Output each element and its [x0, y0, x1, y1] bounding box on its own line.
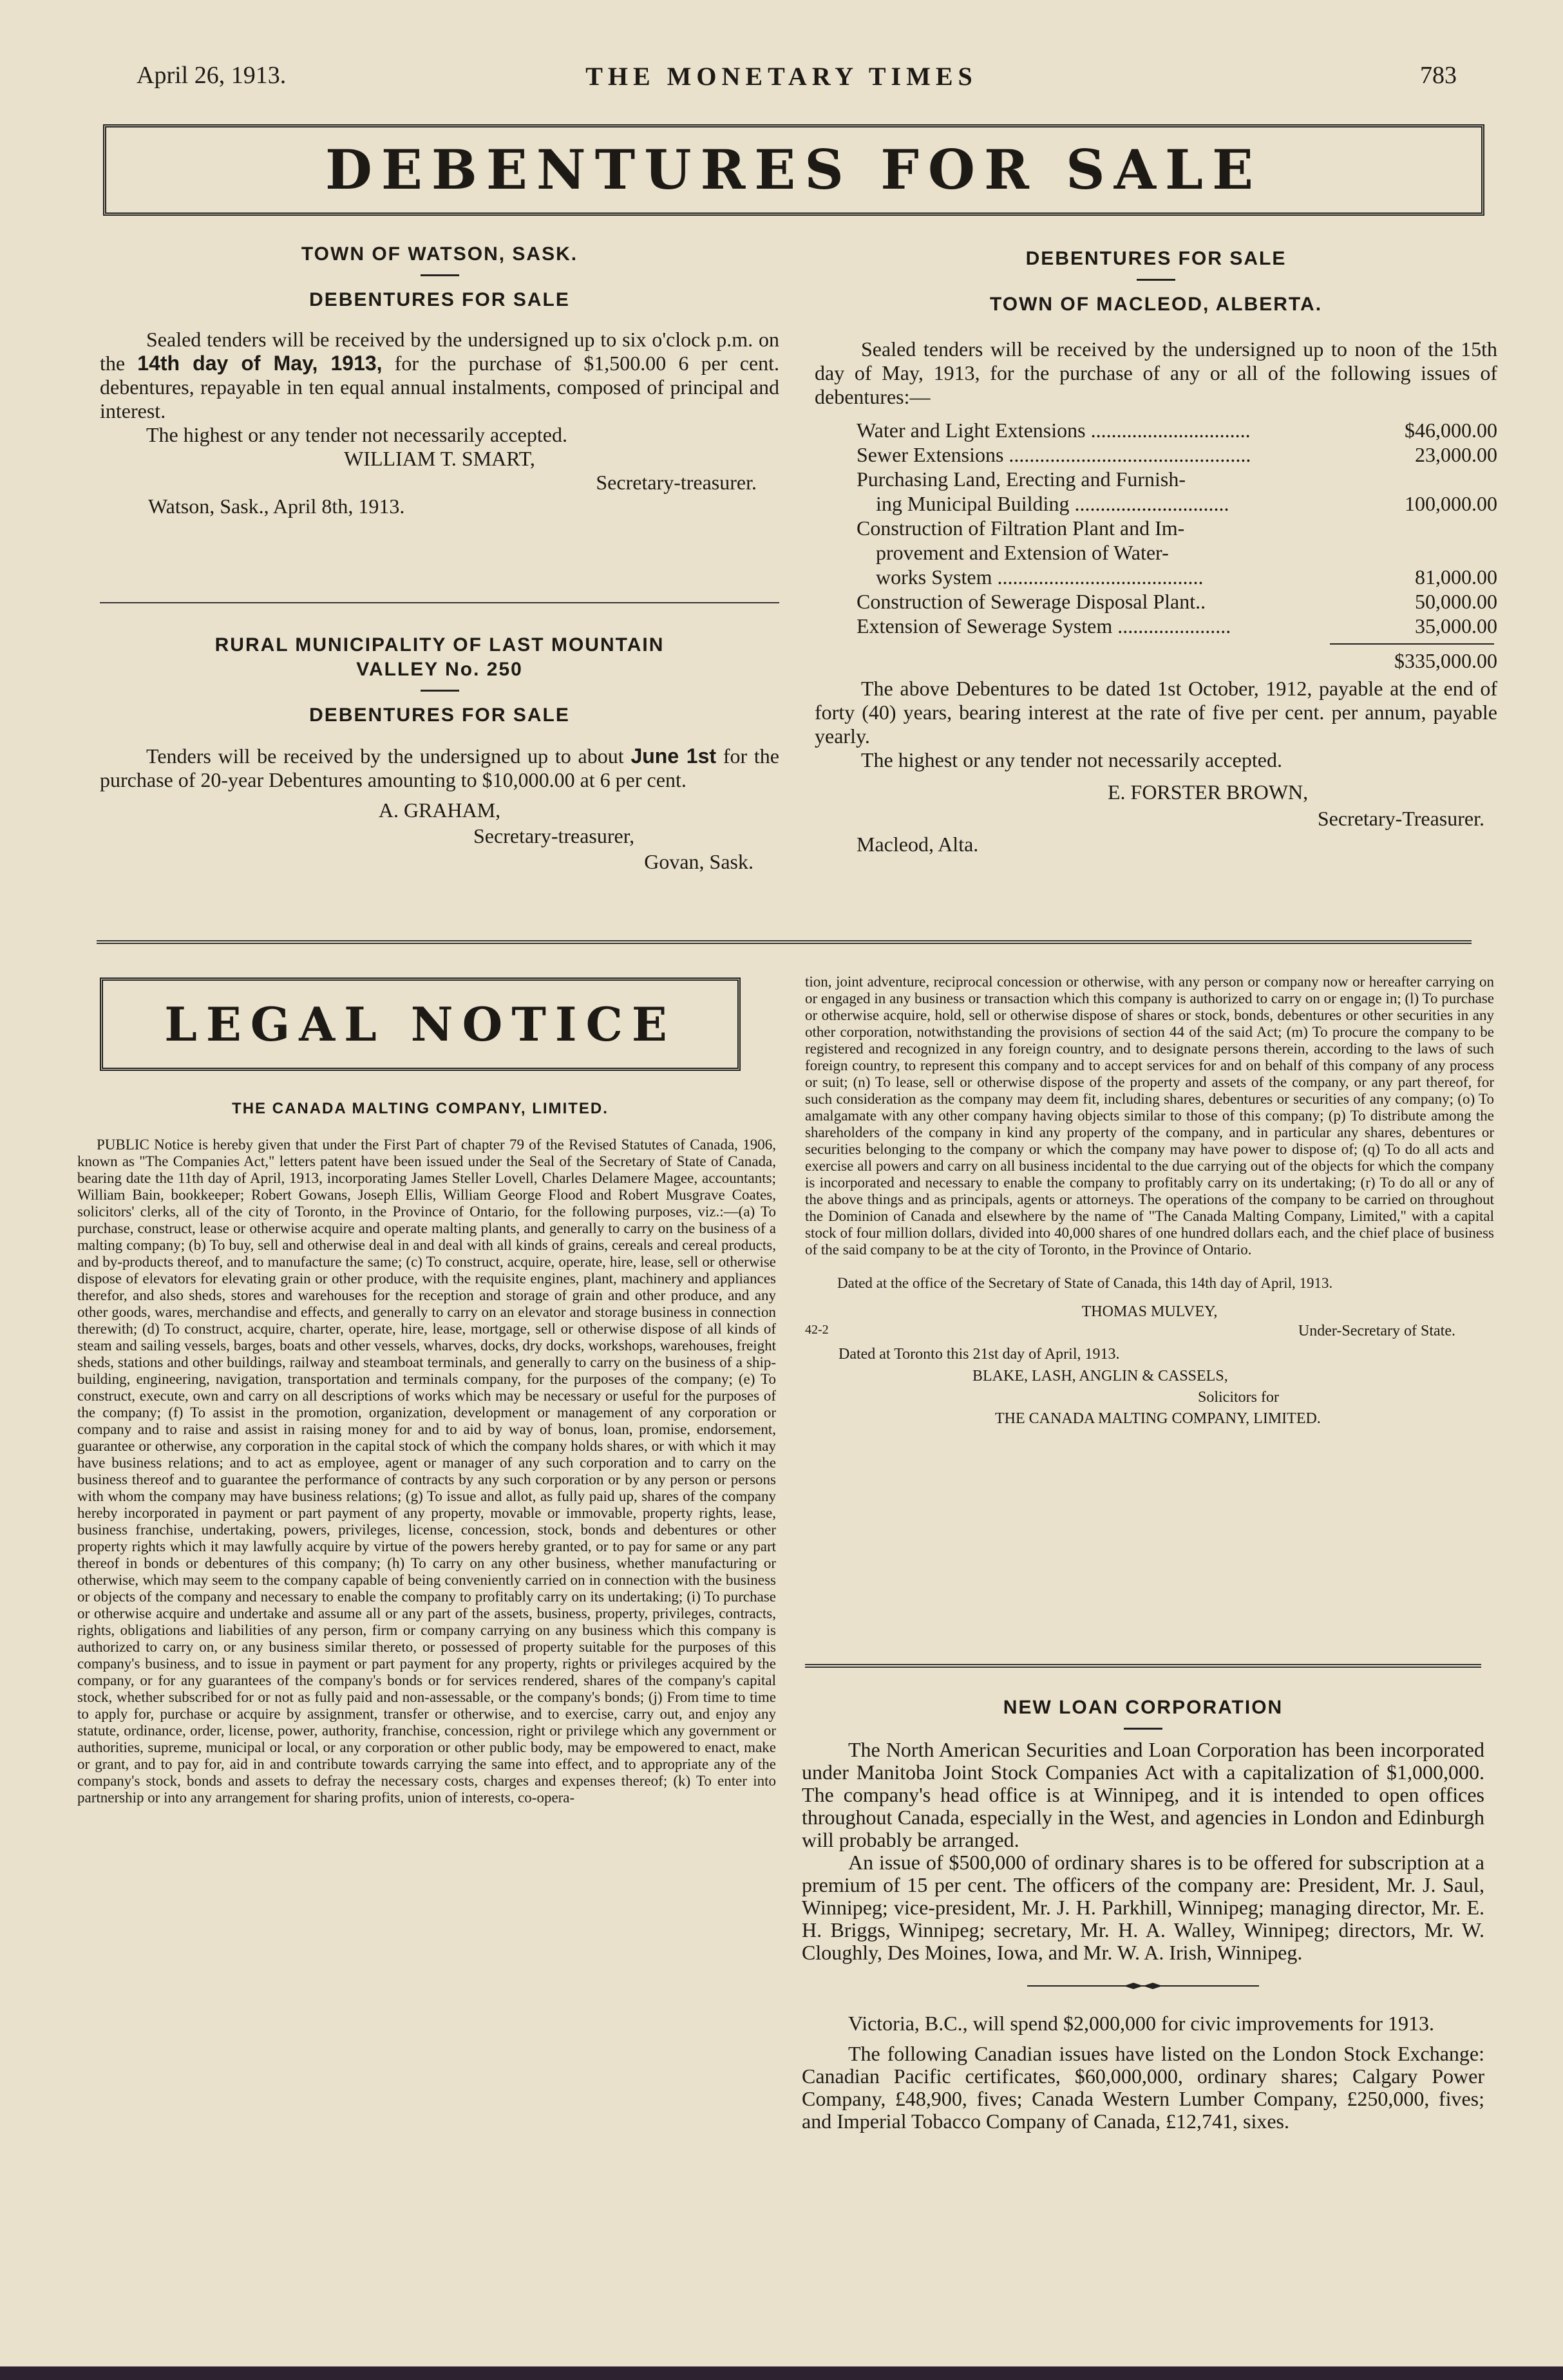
macleod-item-amount: 50,000.00	[1415, 590, 1497, 613]
last-mountain-notice	[100, 634, 779, 874]
page-number: 783	[1420, 62, 1457, 89]
last-mountain-signer-title: Secretary-treasurer,	[473, 824, 635, 847]
macleod-signer: E. FORSTER BROWN,	[1108, 780, 1309, 804]
macleod-total: $335,000.00	[1394, 649, 1497, 672]
new-loan-para1: The North American Securities and Loan Corporation has been incorporated under Manitoba Joint Stock Companies Act with a capitalization of $1,000,000. The company's head office is at Winnipeg, and it is intended to open offices throughout Canada, especially in the West, and agencies in London and Edinburgh will probably be arranged.	[802, 1738, 1484, 1851]
watson-signer-title: Secretary-treasurer.	[596, 471, 757, 494]
last-mountain-heading-2: VALLEY No. 250	[356, 659, 523, 680]
legal-body-text-1: PUBLIC Notice is hereby given that under the First Part of chapter 79 of the Revised Statutes of Canada, 1906, known as "The Companies Act," letters patent have been issued under the Seal of the Secretary of State of Canada, bearing date the 11th day of April, 1913, incorporating James Steller Lovell, Charles Delamere Magee, accountants; William Bain, bookkeeper; Robert Gowans, Joseph Ellis, William George Flood and Robert Musgrave Coates, solicitors' clerks, all of the city of Toronto, in the Province of Ontario, for the following purposes, viz.:—(a) To purchase, construct, lease or otherwise acquire and operate malting plants, and generally to carry on the business of a malting company; (b) To buy, sell and otherwise deal in and deal with all kinds of grains, cereals and cereal products, and by-products thereof, and to manufacture the same; (c) To construct, acquire, operate, hire, lease, sell or otherwise dispose of elevators for elevating grain or other produce, with the requisite engines, plant, machinery and appliances therefor, and also sheds, stores and warehouses for the reception and storage of grain and other produce, and any other goods, wares, merchandise and effects, and generally to carry on an elevator and storage business in connection therewith; (d) To construct, acquire, charter, operate, hire, lease, mortgage, sell or otherwise dispose of all kinds of steam and sailing vessels, barges, boats and other vessels, wharves, docks, dry docks, workshops, warehouses, freight sheds, stations and other buildings, railway and steamboat terminals, and generally to carry on the business of a ship-building, engineering, navigation, transportation and terminals company, for the purposes of the company; (e) To construct, execute, own and carry on all descriptions of works which may be necessary or useful for the purposes of the company; (f) To assist in the promotion, organization, development or management of any corporation or company and to raise and assist in raising money for and to aid by way of bonus, loan, promise, endorsement, guarantee or otherwise, any corporation in the capital stock of which the company holds shares, or with which it may have business relations; and to act as employee, agent or manager of any such corporation and to carry on the business thereof and to guarantee the performance of contracts by any such corporation or by any person or persons with whom the company may have business relations; (g) To issue and allot, as fully paid up, shares of the company hereby incorporated in payment or part payment of any property, movable or immovable, property rights, lease, business franchise, undertaking, powers, privileges, license, concession, stock, bonds and debentures or other property rights which it may lawfully acquire by virtue of the powers hereby granted, or to pay for same or any part thereof in bonds or debentures of this company; (h) To carry on any other business, whether manufacturing or otherwise, which may seem to the company capable of being conveniently carried on in connection with the business or objects of the company and necessary to enable the company to profitably carry on its undertaking; (i) To purchase or otherwise acquire and undertake and assume all or any part of the assets, business, property, privileges, contracts, rights, obligations and liabilities of any person, firm or company carrying on any business which this company is authorized to carry on, or any business similar thereto, or possessed of property suitable for the purposes of this company's business, and to issue in payment or part payment for any property, rights or privileges acquired by the company, or for any guarantees of the company's bonds or for services rendered, shares of the company's capital stock, whether subscribed for or not as fully paid and non-assessable, or the company's bonds; (j) From time to time to apply for, purchase or acquire by assignment, transfer or otherwise, and to exercise, carry out, and enjoy any statute, ordinance, order, license, power, authority, franchise, concession, right or privilege which any government or authorities, supreme, municipal or local, or any corporation or other public body, may be empowered to enact, make or grant, and to pay for, aid in and contribute towards carrying the same into effect, and to appropriate any of the company's stock, bonds and assets to defray the necessary costs, charges and expenses thereof; (k) To enter into partnership or into any arrangement for sharing profits, union of interests, co-opera-	[77, 1137, 776, 1806]
macleod-item-row	[857, 516, 1497, 540]
legal-code: 42-2	[805, 1323, 829, 1337]
macleod-item-amount: 81,000.00	[1415, 565, 1497, 589]
divider	[1137, 279, 1175, 281]
watson-date-bold: 14th day of May, 1913,	[137, 352, 383, 375]
watson-subheading: DEBENTURES FOR SALE	[309, 289, 570, 310]
macleod-item-row	[857, 565, 1497, 589]
divider	[421, 690, 459, 692]
publication-title: THE MONETARY TIMES	[585, 62, 978, 91]
macleod-item-amount	[1375, 467, 1497, 491]
macleod-para2: The above Debentures to be dated 1st October, 1912, payable at the end of forty (40) years, bearing interest at the rate of five per cent. per annum, payable yearly.	[815, 677, 1497, 748]
ornament-divider	[802, 1979, 1484, 1993]
legal-dated-2: Dated at Toronto this 21st day of April, 1913.	[838, 1346, 1120, 1363]
last-mountain-subheading: DEBENTURES FOR SALE	[309, 704, 570, 726]
macleod-item-label: ing Municipal Building ..............................	[876, 492, 1229, 515]
last-mountain-para	[100, 744, 779, 792]
macleod-item-label: Sewer Extensions ...............................................	[857, 443, 1251, 466]
section-divider	[97, 940, 1472, 944]
last-mountain-signer: A. GRAHAM,	[378, 798, 501, 822]
macleod-item-label: provement and Extension of Water-	[876, 541, 1169, 564]
macleod-item-row	[857, 467, 1497, 491]
macleod-item-label: Extension of Sewerage System ......................	[857, 614, 1231, 638]
victoria-item: Victoria, B.C., will spend $2,000,000 for civic improvements for 1913.	[848, 2012, 1434, 2035]
macleod-item-label: Construction of Sewerage Disposal Plant..	[857, 590, 1206, 613]
watson-dateline: Watson, Sask., April 8th, 1913.	[148, 495, 405, 518]
watson-heading: TOWN OF WATSON, SASK.	[301, 243, 578, 265]
divider	[100, 602, 779, 603]
divider	[805, 1664, 1481, 1668]
last-mountain-date-bold: June 1st	[630, 744, 717, 768]
macleod-subheading: TOWN OF MACLEOD, ALBERTA.	[989, 294, 1323, 315]
legal-body-col1	[77, 1137, 776, 2276]
last-mountain-heading-1: RURAL MUNICIPALITY OF LAST MOUNTAIN	[214, 634, 665, 656]
watson-text-c: for the purchase of $1,500.00 6 per cent. debentures, repayable in ten equal annual instalments, composed of principal and interest.	[100, 352, 780, 422]
legal-notice-banner	[100, 978, 741, 1071]
legal-body-col2	[805, 974, 1494, 1430]
last-mountain-text-a: Tenders will be received by the undersigned up to about	[146, 744, 631, 768]
macleod-item-label: Purchasing Land, Erecting and Furnish-	[857, 468, 1186, 491]
london-issues-item: The following Canadian issues have listed on the London Stock Exchange: Canadian Pacific certificates, $60,000,000, ordinary shares; Calgary Power Company, £48,900, fives; Canada Western Lumber Company, £250,000, fives; and Imperial Tobacco Company of Canada, £12,741, sixes.	[802, 2042, 1484, 2133]
legal-notice-title: LEGAL NOTICE	[164, 997, 676, 1052]
macleod-item-row	[857, 589, 1497, 614]
legal-company: THE CANADA MALTING COMPANY, LIMITED.	[995, 1410, 1321, 1427]
macleod-item-amount: 100,000.00	[1405, 492, 1497, 515]
macleod-item-row	[857, 491, 1497, 516]
legal-signer-title: Under-Secretary of State.	[1298, 1323, 1455, 1339]
new-loan-para2: An issue of $500,000 of ordinary shares is to be offered for subscription at a premium of 15 per cent. The officers of the company are: President, Mr. J. Saul, Winnipeg; vice-president, Mr. J. H. Parkhill, Winnipeg; managing director, Mr. E. H. Briggs, Winnipeg; secretary, Mr. H. A. Walley, Winnipeg; directors, Mr. W. Cloughly, Des Moines, Iowa, and Mr. W. A. Irish, Winnipeg.	[802, 1851, 1484, 1964]
legal-dated-1: Dated at the office of the Secretary of State of Canada, this 14th day of April, 1913.	[837, 1275, 1333, 1291]
macleod-signer-title: Secretary-Treasurer.	[1317, 807, 1484, 830]
macleod-item-label: Construction of Filtration Plant and Im-	[857, 516, 1185, 540]
new-loan-article	[802, 1697, 1484, 2133]
watson-text-a: Sealed tenders will be received by the undersigned up to six o'clock p.m. on the	[100, 328, 779, 375]
macleod-place: Macleod, Alta.	[857, 833, 979, 856]
macleod-item-label: Water and Light Extensions ...............................	[857, 419, 1251, 442]
watson-signer: WILLIAM T. SMART,	[344, 447, 535, 470]
macleod-item-amount	[1375, 540, 1497, 565]
macleod-item-amount	[1375, 516, 1497, 540]
macleod-intro: Sealed tenders will be received by the undersigned up to noon of the 15th day of May, 1913, for the purchase of any or all of the following issues of debentures:—	[815, 337, 1497, 408]
ornament-icon	[1027, 1982, 1259, 1990]
last-mountain-place: Govan, Sask.	[644, 850, 753, 873]
macleod-item-amount: 23,000.00	[1415, 443, 1497, 466]
debentures-banner	[103, 124, 1484, 216]
divider	[421, 274, 459, 276]
macleod-item-label: works System ........................................	[876, 565, 1204, 589]
macleod-item-amount: 35,000.00	[1415, 614, 1497, 638]
new-loan-heading: NEW LOAN CORPORATION	[1003, 1697, 1284, 1718]
watson-para	[100, 328, 779, 423]
macleod-item-row	[857, 418, 1497, 442]
macleod-notice	[815, 248, 1497, 857]
last-mountain-text-c: for the purchase of 20-year Debentures amounting to $10,000.00 at 6 per cent.	[100, 744, 780, 791]
macleod-item-amount: $46,000.00	[1405, 419, 1497, 442]
legal-subheading: THE CANADA MALTING COMPANY, LIMITED.	[232, 1100, 609, 1117]
watson-notice	[100, 243, 779, 518]
legal-signer: THOMAS MULVEY,	[1081, 1303, 1218, 1320]
macleod-item-row	[857, 540, 1497, 565]
macleod-heading: DEBENTURES FOR SALE	[1025, 248, 1287, 269]
page-edge	[0, 2366, 1563, 2380]
divider	[1124, 1728, 1162, 1730]
legal-solicitors-for: Solicitors for	[1198, 1389, 1279, 1406]
issue-date: April 26, 1913.	[137, 62, 287, 89]
legal-body-text-2: tion, joint adventure, reciprocal concession or otherwise, with any person or company now or hereafter carrying on or engaged in any business or transaction which this company is authorized to carry on or engage in; (l) To purchase or otherwise acquire, hold, sell or otherwise dispose of shares or stock, bonds, debentures or other securities in any other corporation, notwithstanding the provisions of section 44 of the said Act; (m) To procure the company to be registered and recognized in any foreign country, and to designate persons therein, according to the laws of such foreign country, to represent this company and to accept services for and on behalf of this company of any process or suit; (n) To lease, sell or otherwise dispose of the property and assets of the company, or any part thereof, for such consideration as the company may deem fit, including shares, debentures or securities of any company; (o) To amalgamate with any other company having objects similar to those of this company; (p) To distribute among the shareholders of the company in kind any property of the company, and in particular any shares, debentures or securities belonging to the company or which the company may have power to dispose of; (q) To do all acts and exercise all powers and carry on all business incidental to the due carrying out of the objects for which the company is incorporated and necessary to enable the company to profitably carry on its undertaking; (r) To do all or any of the above things and as principals, agents or attorneys. The operations of the company to be carried on throughout the Dominion of Canada and elsewhere by the name of "The Canada Malting Company, Limited," with a capital stock of four million dollars, divided into 40,000 shares of one hundred dollars each, and the chief place of business of the said company to be at the city of Toronto, in the Province of Ontario.	[805, 974, 1494, 1258]
watson-para2: The highest or any tender not necessarily accepted.	[146, 423, 567, 446]
macleod-items-table	[815, 418, 1497, 638]
banner-title: DEBENTURES FOR SALE	[325, 138, 1262, 202]
macleod-item-row	[857, 614, 1497, 638]
macleod-item-row	[857, 442, 1497, 467]
legal-solicitors: BLAKE, LASH, ANGLIN & CASSELS,	[972, 1368, 1228, 1384]
macleod-para3: The highest or any tender not necessarily accepted.	[861, 748, 1282, 771]
